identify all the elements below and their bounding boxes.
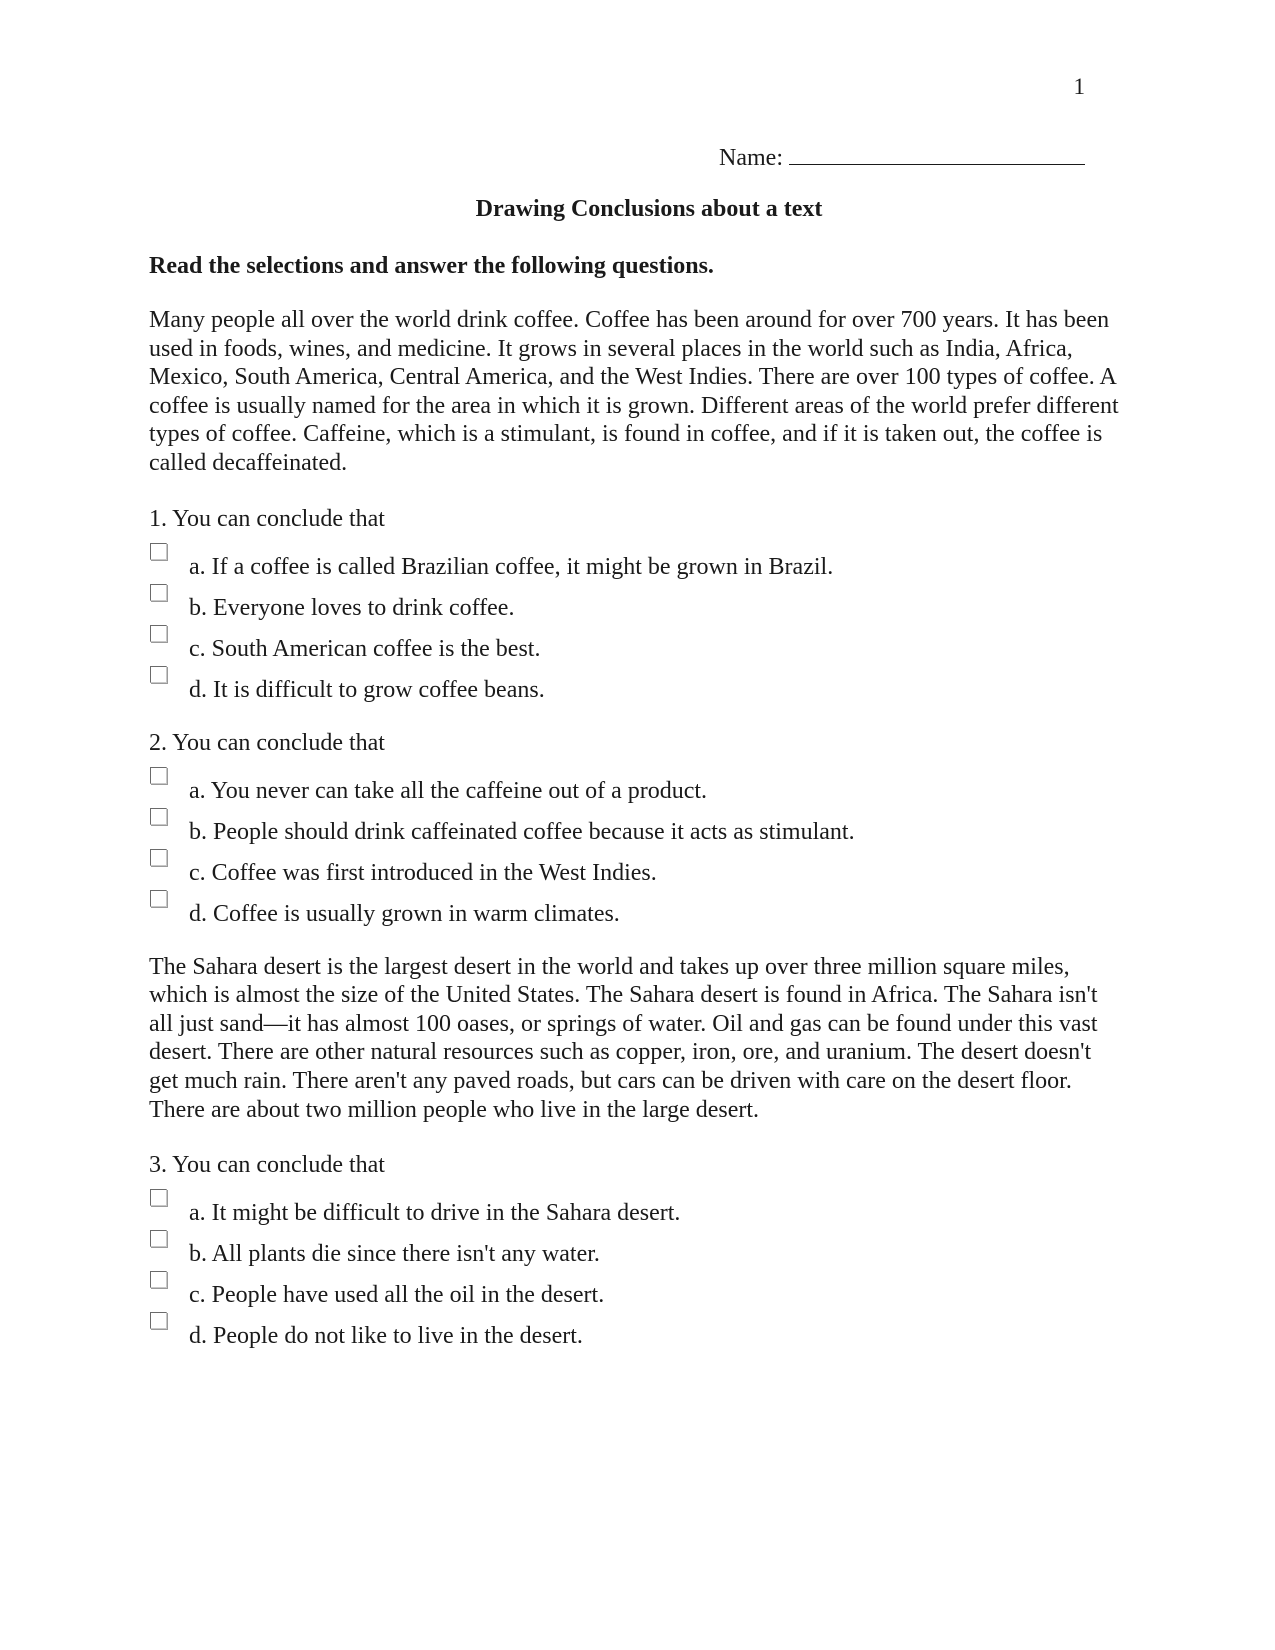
worksheet-content bbox=[149, 196, 1119, 1375]
answer-option bbox=[149, 1226, 1119, 1267]
name-label: Name: bbox=[719, 145, 783, 171]
answer-option-text: a. It might be difficult to drive in the Sahara desert. bbox=[189, 1200, 681, 1227]
answer-checkbox[interactable] bbox=[150, 849, 167, 866]
answer-option bbox=[149, 1308, 1119, 1349]
answer-checkbox[interactable] bbox=[150, 625, 167, 642]
question-2 bbox=[149, 729, 1119, 927]
question-prompt: 2. You can conclude that bbox=[149, 729, 385, 756]
answer-checkbox[interactable] bbox=[150, 666, 167, 683]
answer-option bbox=[149, 580, 1119, 621]
answer-option bbox=[149, 539, 1119, 580]
answer-checkbox[interactable] bbox=[150, 767, 167, 784]
name-blank-line[interactable] bbox=[789, 142, 1085, 165]
answer-option-text: c. Coffee was first introduced in the West Indies. bbox=[189, 859, 657, 886]
answer-option bbox=[149, 621, 1119, 662]
answer-option-text: b. Everyone loves to drink coffee. bbox=[189, 594, 515, 621]
question-1 bbox=[149, 505, 1119, 703]
answer-option-text: c. South American coffee is the best. bbox=[189, 635, 541, 662]
answer-option-text: d. People do not like to live in the desert. bbox=[189, 1323, 583, 1350]
answer-checkbox[interactable] bbox=[150, 584, 167, 601]
answer-checkbox[interactable] bbox=[150, 1230, 167, 1247]
answer-option bbox=[149, 662, 1119, 703]
instructions: Read the selections and answer the following questions. bbox=[149, 253, 714, 279]
answer-option-text: d. It is difficult to grow coffee beans. bbox=[189, 676, 545, 703]
answer-checkbox[interactable] bbox=[150, 1271, 167, 1288]
answer-option bbox=[149, 763, 1119, 804]
question-3 bbox=[149, 1151, 1119, 1349]
answer-option bbox=[149, 1267, 1119, 1308]
answer-checkbox[interactable] bbox=[150, 543, 167, 560]
answer-option-text: c. People have used all the oil in the desert. bbox=[189, 1282, 605, 1309]
answer-option-text: b. All plants die since there isn't any water. bbox=[189, 1241, 600, 1268]
answer-checkbox[interactable] bbox=[150, 890, 167, 907]
answer-option-text: a. You never can take all the caffeine out of a product. bbox=[189, 777, 708, 804]
passage-coffee: Many people all over the world drink coffee. Coffee has been around for over 700 years. It has been used in foods, wines, and medicine. It grows in several places in the world such as India, Africa, Mexico, South America, Central America, and the West Indies. There are over 100 types of coffee. A coffee is usually named for the area in which it is grown. Different areas of the world prefer different types of coffee. Caffeine, which is a stimulant, is found in coffee, and if it is taken out, the coffee is called decaffeinated. bbox=[149, 307, 1119, 476]
answer-option-text: d. Coffee is usually grown in warm climates. bbox=[189, 900, 620, 927]
name-field bbox=[719, 142, 1085, 172]
worksheet-title: Drawing Conclusions about a text bbox=[475, 196, 823, 222]
answer-option bbox=[149, 886, 1119, 927]
answer-checkbox[interactable] bbox=[150, 1189, 167, 1206]
answer-option bbox=[149, 845, 1119, 886]
passage-sahara: The Sahara desert is the largest desert in the world and takes up over three million square miles, which is almost the size of the United States. The Sahara desert is found in Africa. The Sahara isn't all just sand—it has almost 100 oases, or springs of water. Oil and gas can be found under this vast desert. There are other natural resources such as copper, iron, ore, and uranium. The desert doesn't get much rain. There aren't any paved roads, but cars can be driven with care on the desert floor. There are about two million people who live in the large desert. bbox=[149, 953, 1098, 1123]
question-prompt: 3. You can conclude that bbox=[149, 1152, 385, 1179]
answer-option-text: a. If a coffee is called Brazilian coffee, it might be grown in Brazil. bbox=[189, 553, 834, 580]
answer-option bbox=[149, 804, 1119, 845]
question-prompt: 1. You can conclude that bbox=[149, 505, 385, 532]
page-number: 1 bbox=[1073, 74, 1085, 99]
answer-checkbox[interactable] bbox=[150, 808, 167, 825]
answer-checkbox[interactable] bbox=[150, 1312, 167, 1329]
answer-option-text: b. People should drink caffeinated coffee because it acts as stimulant. bbox=[189, 818, 855, 845]
answer-option bbox=[149, 1185, 1119, 1226]
